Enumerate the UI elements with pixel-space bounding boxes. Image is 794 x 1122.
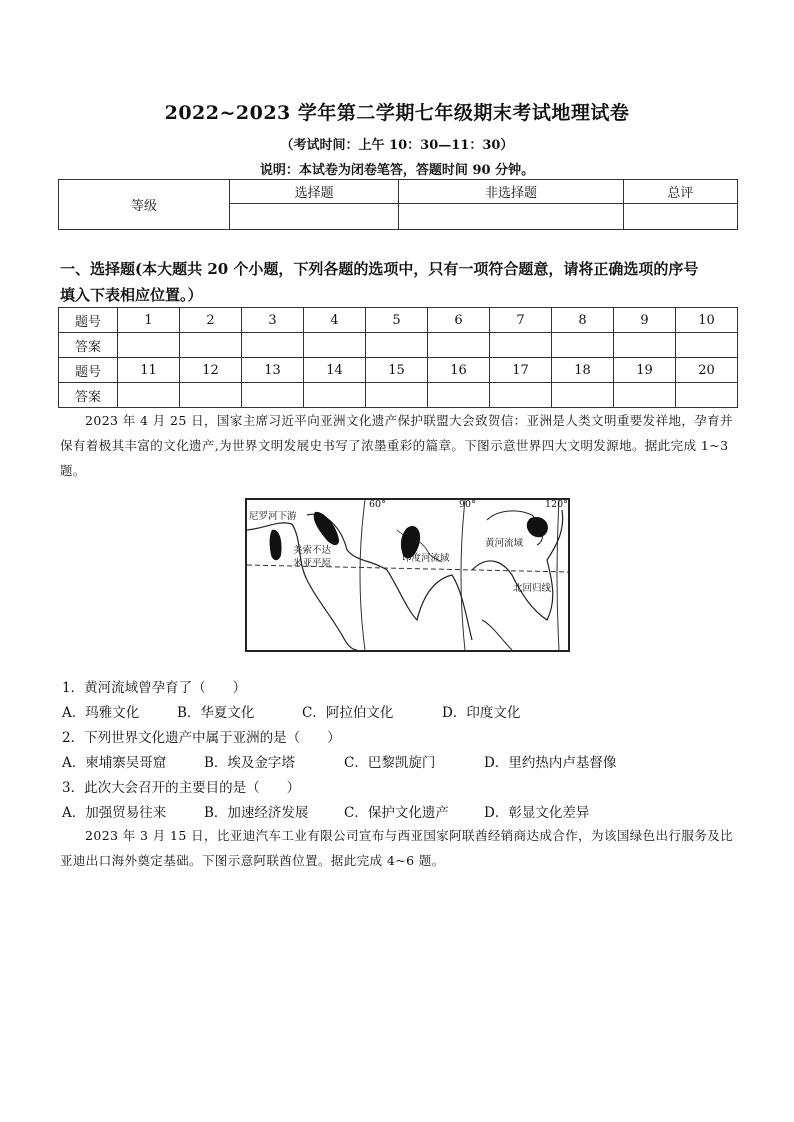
exam-note: 说明：本试卷为闭卷笔答，答题时间 90 分钟。 [259, 163, 535, 178]
region-mesopotamia [314, 512, 339, 545]
passage-1: 2023 年 4 月 25 日，国家主席习近平向亚洲文化遗产保护联盟大会致贺信：亚洲是人类文明重要发祥地，孕育并保有着极其丰富的文化遗产,为世界文明发展史书写了浓墨重彩的篇章。下图示意世界四大文明发源地。据此完成 1~3 题。 [60, 413, 733, 478]
question-number: 3 [242, 308, 304, 333]
grade-col-choice: 选择题 [230, 180, 399, 204]
answer-cell[interactable] [118, 383, 180, 408]
meridian-120 [557, 500, 559, 650]
option[interactable]: C．巴黎凯旋门 [344, 755, 436, 771]
question-3-options [62, 801, 589, 821]
answer-cell[interactable] [676, 383, 738, 408]
option[interactable]: D．里约热内卢基督像 [484, 755, 617, 771]
option[interactable]: C．保护文化遗产 [344, 805, 449, 821]
option[interactable]: D．印度文化 [442, 705, 521, 721]
answer-cell[interactable] [366, 333, 428, 358]
answer-cell[interactable] [428, 383, 490, 408]
exam-time: （考试时间：上午 10：30—11：30） [280, 138, 514, 153]
answer-cell[interactable] [614, 333, 676, 358]
answer-cell[interactable] [180, 383, 242, 408]
question-number: 6 [428, 308, 490, 333]
answer-cell[interactable] [614, 383, 676, 408]
coast-islands [482, 620, 512, 650]
label-yellow-river: 黄河流域 [485, 538, 524, 549]
question-number: 4 [304, 308, 366, 333]
option[interactable]: A．玛雅文化 [62, 705, 140, 721]
question-number: 2 [180, 308, 242, 333]
section1-heading-line2: 填入下表相应位置。） [60, 286, 203, 304]
question-3-stem: 3．此次大会召开的主要目的是（ ） [62, 780, 301, 796]
question-number: 19 [614, 358, 676, 383]
label-indus: 印度河流域 [402, 553, 450, 564]
option[interactable]: C．阿拉伯文化 [302, 705, 394, 721]
answer-cell[interactable] [490, 383, 552, 408]
label-nile: 尼罗河下游 [249, 511, 297, 522]
label-lon90: 90° [459, 499, 476, 510]
answer-cell[interactable] [676, 333, 738, 358]
grade-cell-choice[interactable] [230, 204, 399, 230]
option[interactable]: B．埃及金字塔 [204, 755, 295, 771]
section1-heading-line1: 一、选择题(本大题共 20 个小题，下列各题的选项中，只有一项符合题意，请将正确选项的序号 [60, 260, 699, 278]
option[interactable]: A．柬埔寨吴哥窟 [62, 755, 167, 771]
answer-table [58, 307, 738, 408]
answer-cell[interactable] [428, 333, 490, 358]
question-2-stem: 2．下列世界文化遗产中属于亚洲的是（ ） [62, 730, 341, 746]
answer-cell[interactable] [304, 383, 366, 408]
answer-cell[interactable] [242, 333, 304, 358]
question-number: 5 [366, 308, 428, 333]
label-mesopotamia-1: 美索不达 [293, 545, 332, 556]
answer-table-label: 答案 [59, 333, 118, 358]
question-2-options [62, 751, 616, 771]
question-number: 13 [242, 358, 304, 383]
answer-cell[interactable] [552, 383, 614, 408]
answer-cell[interactable] [490, 333, 552, 358]
meridian-60 [360, 500, 365, 650]
answer-table-label: 题号 [59, 308, 118, 333]
answer-cell[interactable] [180, 333, 242, 358]
exam-title: 2022~2023 学年第二学期七年级期末考试地理试卷 [164, 102, 630, 124]
grade-cell-total[interactable] [623, 204, 737, 230]
option[interactable]: A．加强贸易往来 [62, 805, 167, 821]
grade-cell-nonchoice[interactable] [399, 204, 623, 230]
option[interactable]: B．加速经济发展 [204, 805, 309, 821]
option[interactable]: B．华夏文化 [177, 705, 255, 721]
map-drawing [247, 500, 568, 650]
label-lon60: 60° [369, 499, 386, 510]
coast-east-asia [472, 510, 563, 620]
question-number: 7 [490, 308, 552, 333]
grade-table [58, 179, 738, 230]
question-number: 16 [428, 358, 490, 383]
grade-col-total: 总评 [623, 180, 737, 204]
answer-table-label: 答案 [59, 383, 118, 408]
label-tropic: 北回归线 [513, 583, 552, 594]
question-1-options [62, 701, 520, 721]
question-number: 10 [676, 308, 738, 333]
question-number: 11 [118, 358, 180, 383]
region-nile [270, 530, 282, 560]
question-number: 18 [552, 358, 614, 383]
passage-2: 2023 年 3 月 15 日，比亚迪汽车工业有限公司宣布与西亚国家阿联酋经销商达成合作，为该国绿色出行服务及比亚迪出口海外奠定基础。下图示意阿联酋位置。据此完成 4~6 题。 [60, 828, 733, 868]
answer-table-label: 题号 [59, 358, 118, 383]
answer-cell[interactable] [242, 383, 304, 408]
question-number: 15 [366, 358, 428, 383]
grade-col-nonchoice: 非选择题 [399, 180, 623, 204]
answer-cell[interactable] [366, 383, 428, 408]
section1-heading [60, 256, 740, 308]
question-number: 1 [118, 308, 180, 333]
question-number: 8 [552, 308, 614, 333]
label-lon120: 120° [545, 499, 568, 510]
question-number: 17 [490, 358, 552, 383]
question-number: 20 [676, 358, 738, 383]
meridian-90 [461, 500, 465, 650]
question-number: 12 [180, 358, 242, 383]
question-1-stem: 1．黄河流域曾孕育了（ ） [62, 680, 247, 696]
option[interactable]: D．彰显文化差异 [484, 805, 590, 821]
grade-label: 等级 [59, 180, 230, 230]
answer-cell[interactable] [118, 333, 180, 358]
answer-cell[interactable] [304, 333, 366, 358]
question-number: 14 [304, 358, 366, 383]
civilizations-map [245, 498, 570, 652]
answer-cell[interactable] [552, 333, 614, 358]
label-mesopotamia-2: 米亚平原 [293, 558, 332, 569]
question-number: 9 [614, 308, 676, 333]
region-yellow-river [527, 517, 548, 537]
